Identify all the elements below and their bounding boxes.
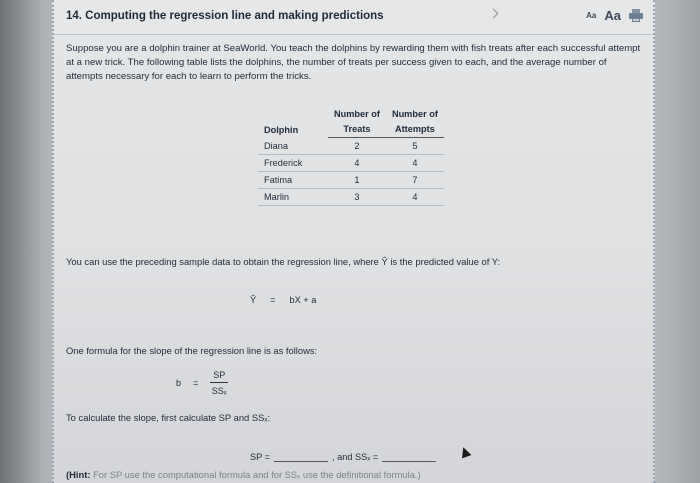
ss-input[interactable] — [382, 450, 436, 462]
sp-label: SP = — [250, 452, 271, 462]
dolphin-table — [258, 107, 444, 206]
ss-label: , and SSₓ = — [332, 452, 379, 462]
table-row — [258, 138, 444, 155]
calc-intro: To calculate the slope, first calculate SP and SSₓ: — [66, 412, 271, 423]
question-title: 14. Computing the regression line and making predictions — [66, 10, 384, 22]
slope-formula — [176, 370, 228, 396]
regression-equation — [250, 295, 316, 305]
slope-lhs: b — [176, 378, 182, 388]
chevron-icon — [489, 9, 499, 19]
table-row — [258, 155, 444, 172]
hint-body: For SP use the computational formula and for SSₓ use the definitional formula.) — [90, 469, 421, 480]
treats-value: 2 — [328, 138, 386, 155]
attempts-value: 5 — [386, 138, 444, 155]
header-attempts-line2: Attempts — [386, 122, 444, 138]
table-row — [258, 189, 444, 206]
slope-equals: = — [193, 378, 199, 388]
slope-intro: One formula for the slope of the regression line is as follows: — [66, 345, 318, 356]
decrease-text-size-button[interactable]: Aa — [586, 11, 597, 20]
toolbar — [586, 8, 643, 23]
header-dolphin: Dolphin — [264, 124, 299, 135]
hint-text — [66, 469, 421, 480]
dolphin-name: Frederick — [258, 155, 328, 172]
header-attempts-line1: Number of — [391, 109, 438, 119]
hint-label: (Hint: — [66, 469, 91, 480]
attempts-value: 4 — [386, 189, 444, 206]
treats-value: 1 — [328, 172, 386, 189]
print-icon[interactable] — [629, 9, 643, 22]
treats-value: 3 — [328, 189, 386, 206]
slope-fraction — [210, 370, 228, 396]
equation-equals: = — [270, 295, 276, 305]
sp-input[interactable] — [274, 450, 328, 462]
header-treats-line1: Number of — [334, 109, 380, 119]
dolphin-name: Diana — [258, 138, 328, 155]
attempts-value: 7 — [386, 172, 444, 189]
dolphin-name: Marlin — [258, 189, 328, 206]
question-page — [52, 0, 655, 483]
regression-intro: You can use the preceding sample data to obtain the regression line, where Ŷ is the predicted value of Y: — [66, 256, 501, 267]
increase-text-size-button[interactable]: Aa — [604, 8, 621, 23]
mouse-cursor-icon — [459, 446, 472, 459]
header-treats-line2: Treats — [328, 122, 386, 138]
problem-intro: Suppose you are a dolphin trainer at SeaWorld. You teach the dolphins by rewarding them with fish treats after each successful attempt at a new trick. The following table lists the dolphins, the number of treats per success given to each, and the average number of attempts necessary for each to learn to perform the tricks. — [66, 43, 641, 82]
question-header — [54, 0, 653, 35]
answer-row — [250, 450, 440, 462]
table-row — [258, 172, 444, 189]
fraction-numerator: SP — [210, 370, 228, 383]
dolphin-name: Fatima — [258, 172, 328, 189]
fraction-denominator: SSₓ — [211, 386, 227, 396]
attempts-value: 4 — [386, 155, 444, 172]
equation-rhs: bX + a — [289, 295, 317, 305]
equation-lhs: Ŷ — [250, 295, 257, 305]
treats-value: 4 — [328, 155, 386, 172]
